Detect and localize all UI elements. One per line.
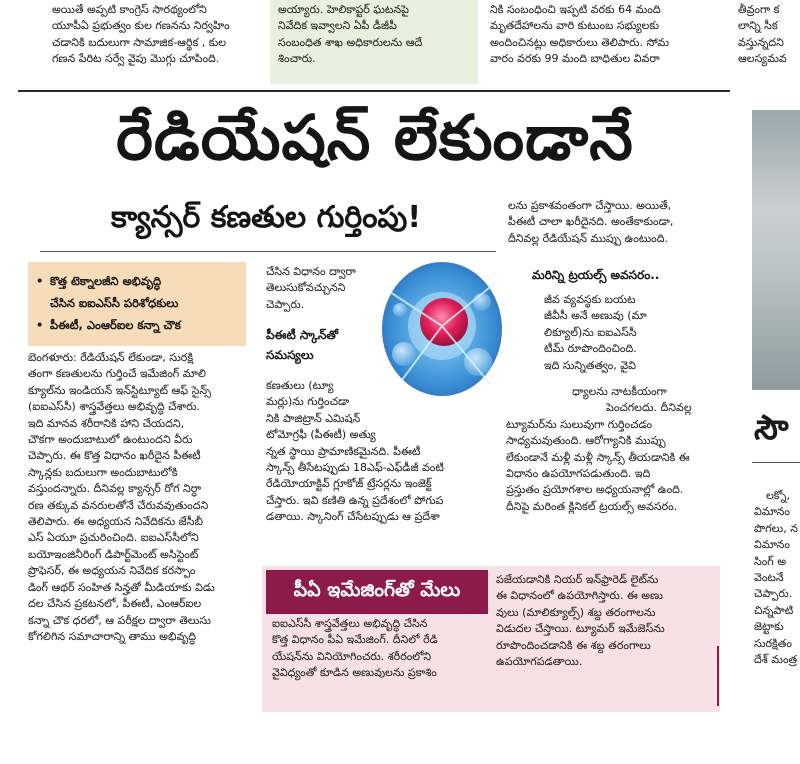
section-divider [18, 90, 730, 92]
text-line: దీనివల్ల రేడియేషన్ ముప్పు ఉంటుంది. [508, 231, 668, 245]
top-story-col-2 [270, 0, 478, 84]
text-line: నివేదిక ఇవ్వాలని ఏపీ డీజీపీ [278, 19, 397, 33]
subhead-divider [40, 251, 496, 252]
bullet-icon: • [36, 274, 44, 288]
highlight-text: చేసిన ఐఐఎస్‌సీ పరిశోధకులు [50, 296, 179, 310]
text-line: విమానం [754, 505, 790, 519]
text-line: చిన్నపాటి [754, 603, 794, 617]
text-line: చెప్పారు. [266, 297, 305, 311]
text-line: వస్తుందన్నారు. దీనివల్ల క్యాన్సర్ రోగ నిర్ధా [28, 482, 202, 496]
text-line: స్కాన్లకు బదులుగా అందుబాటులోకి [28, 465, 178, 479]
section-subheading: మరిన్ని ట్రయల్స్ అవసరం.. [532, 268, 660, 282]
text-line: ఈ విధానంలో ఉపయోగిస్తారు. ఈ అణు [496, 589, 663, 603]
text-line: పజేయడానికి నియర్ ఇన్‌ఫ్రారెడ్ లైట్‌ను [496, 573, 659, 586]
text-line: యూపీఏ ప్రభుత్వం కుల గణనను నిర్వహిం [52, 19, 230, 33]
text-line: టోమోగ్రఫీ (పీఈటీ) అత్యు [266, 428, 376, 442]
adjacent-divider [752, 462, 800, 463]
text-line: టీమ్ రూపొందించింది. [544, 342, 637, 356]
cancer-cell-illustration [382, 262, 502, 396]
text-line: చెప్పారు. ఈ కొత్త విధానం ఖరీదైన పీఈటీ [28, 449, 201, 463]
text-line: చేసిన విధానం ద్వారా [266, 265, 356, 278]
text-line: జీవ వ్యవస్థకు బయట [544, 293, 636, 306]
pa-imaging-text-right [496, 572, 710, 706]
text-line: నికి సంబంధించి ఇప్పటి వరకు 64 మంది [490, 3, 661, 16]
text-line: ఉపయోగపడతాయి. [496, 655, 583, 669]
text-line: విమానం [754, 538, 790, 552]
text-line: దీనిపై మరింత క్లినికల్ ట్రయల్స్ అవసరం. [506, 499, 678, 513]
box-accent-rule [717, 646, 719, 706]
text-line: వెంటనే [754, 571, 784, 585]
text-line: డతాయి. స్కానింగ్ చేసేటప్పుడు ఆ ప్రదేశా [266, 510, 440, 524]
text-line: బయోఇంజినీరింగ్ డిపార్ట్‌మెంట్ అసిస్టెంట్ [28, 547, 199, 561]
text-line: నికి పాజిట్రాన్ ఎమిషన్ [266, 411, 361, 425]
pa-imaging-title: పీఏ ఇమేజింగ్‌తో మేలు [266, 570, 488, 614]
article-subheadline: క్యాన్సర్ కణతుల గుర్తింపు! [110, 200, 422, 235]
text-line: ఇది సున్నితత్వం, వైవి [544, 358, 636, 372]
text-line: విడుదల చేస్తాయి. ట్యూమర్ ఇమేజెస్‌ను [496, 622, 665, 636]
text-line: లాన్ని సీక [738, 19, 778, 33]
text-line: తెలుసుకోవచ్చునని [266, 281, 346, 295]
top-story-col-1 [0, 0, 262, 84]
text-line: చెప్పారు. [754, 587, 793, 601]
text-line: వస్తున్నదని [738, 35, 784, 49]
article-body-col-3-cont [506, 384, 724, 548]
text-line: లిక్యూల్)ను ఐఐఎస్‌సీ [544, 325, 637, 339]
text-line: రేడియోయాక్టివ్ గ్లూకోజ్ ట్రేసర్లను ఇంజెక్ట్ [266, 477, 432, 491]
highlight-item [36, 270, 238, 292]
adjacent-article-heading: సౌ [754, 408, 789, 448]
article-body-col-1 [28, 350, 248, 746]
text-line: సురక్షితం [754, 636, 792, 650]
text-line: మృతదేహాలను వారి కుటుంబ సభ్యులకు [490, 19, 659, 33]
adjacent-article-photo [752, 110, 800, 390]
text-line: కొత్త విధానం పీఏ ఇమేజింగ్. దీనిలో రేడి [272, 633, 438, 647]
text-line: ఎస్ ఏయూ ప్రచురించింది. ఐఐఎస్‌సీలోని [28, 531, 199, 545]
text-line: ప్రొఫెసర్, ఈ అధ్యయన నివేదిక కరస్పాం [28, 564, 196, 578]
text-line: చౌకగా అందుబాటులో ఉంటుందని వీరు [28, 433, 193, 447]
text-line: వులు (మాలిక్యూల్స్) శబ్ద తరంగాలను [496, 605, 656, 619]
text-line: తెలిపారు. ఈ అధ్యయన నివేదికను జేసీబీ [28, 515, 203, 529]
text-line: మర్లు)ను గుర్తించడా [266, 395, 350, 409]
text-line: కణతులు (ట్యూ [266, 379, 334, 392]
text-line: యేషన్‌ను వినియోగించరు. శరీరంలోని [272, 649, 432, 663]
text-line: ఇది మానవ శరీరానికి హాని చేయదని, [28, 416, 185, 430]
article-headline: రేడియేషన్ లేకుండానే [116, 101, 634, 174]
text-line: అందించినట్లు అధికారులు తెలిపారు. సోమ [490, 35, 669, 49]
text-line: కన్నా చౌక ధరలో, ఆ పరీక్షల ద్వారా తెలుసు [28, 613, 211, 627]
cell-image-svg [382, 262, 502, 396]
text-line: ఐఐఎస్‌సీ శాస్త్రవేత్తలు అభివృద్ధి చేసిన [272, 617, 428, 630]
pa-imaging-box [262, 566, 720, 712]
adjacent-article-body [754, 488, 800, 738]
bullet-icon: • [36, 318, 44, 332]
highlight-item-cont [36, 292, 238, 314]
top-story-col-3 [484, 0, 724, 84]
text-line: అయ్యారు. హెలికాప్టర్ ఘటనపై [278, 3, 409, 16]
text-line: వారం వరకు 99 మంది బాధితుల వివరా [490, 52, 660, 66]
text-line: వైవిధ్యంతో కూడిన అణువులను ప్రకాశిం [272, 666, 437, 680]
text-line: బెంగళూరు: రేడియేషన్ లేకుండా, సురక్షి [28, 351, 194, 364]
text-line: దేశ్ మంత్ర [754, 653, 798, 667]
text-line: ధ్యాలను నాటకీయంగా [572, 385, 667, 398]
text-line: రణ తక్కువ వనరులతోనే చేరువవుతుందని [28, 498, 209, 512]
text-line: పొగలు, న [754, 521, 798, 535]
highlight-item [36, 314, 238, 336]
text-line: స్కాన్స్ తీసేటప్పుడు 18ఎఫ్-ఎఫ్‌డీజీ వంటి [266, 461, 444, 475]
text-line: చడానికి బదులుగా సామాజిక-ఆర్థిక , కుల [52, 35, 227, 49]
text-line: అయితే అప్పటి కాంగ్రెస్ సారథ్యంలోని [52, 3, 207, 16]
pa-imaging-text-left [272, 616, 486, 706]
text-line: జీవీసీ అనే అణువు (మా [544, 309, 647, 323]
text-line: లను ప్రకాశవంతంగా చేస్తాయి. అయితే, [508, 199, 672, 212]
subheading-line: సమస్యలు [266, 348, 314, 362]
text-line: తీవ్రంగా క [738, 3, 780, 16]
article-body-col-3 [506, 292, 724, 384]
text-line: ఆలస్యమవ [738, 52, 787, 66]
text-line: దల చేసిన ప్రకటనలో, పీఈటీ, ఎంఆర్ఐల [28, 597, 202, 611]
text-line: లక్నో, [766, 489, 790, 502]
article-continuation-top [504, 196, 726, 252]
text-line: సంబంధిత శాఖ అధికారులను ఆదే [278, 35, 423, 49]
text-line: డింగ్ ఆథర్ సంహిత సిన్హతో మీడియాకు విడు [28, 580, 215, 594]
article-body-col-2-top [266, 264, 384, 322]
section-subheading [266, 325, 386, 367]
text-line: విధానం ఉపయోగపడుతుంది. ఇది [506, 467, 651, 481]
text-line: గణన పేరిట సర్వే వైపు మొగ్గు చూపింది. [52, 52, 220, 66]
text-line: పెంచగలదు. దీనివల్ల [606, 401, 692, 415]
text-line: ప్రస్తుతం ప్రయోగశాల అధ్యయనాల్లో ఉంది. [506, 483, 684, 497]
highlight-text: కొత్త టెక్నాలజీని అభివృద్ధి [50, 274, 162, 288]
text-line: సింగ్ అ [754, 554, 787, 568]
text-line: క్యూల్‌ను ఇండియన్ ఇన్‌స్టిట్యూట్ ఆఫ్ సైన్స్ [28, 383, 211, 397]
text-line: చేస్తారు. ఇవి కణితి ఉన్న ప్రదేశంలో పోగుప [266, 493, 444, 507]
text-line: జెట్టాకు [754, 620, 784, 634]
text-line: పీఈటీ చాలా ఖరీదైనది. అంతేకాకుండా, [508, 215, 674, 229]
text-line: న్నత స్థాయి ప్రామాణికమైనది. పీఈటీ [266, 444, 421, 458]
text-line: (ఐఐఎస్‌సీ) శాస్త్రవేత్తలు అభివృద్ధి చేశారు. [28, 400, 201, 414]
highlights-box [28, 262, 246, 346]
text-line: లేకుండానే మళ్లీ మళ్లీ స్కాన్స్ తీయడానికి ఈ [506, 450, 690, 464]
text-line: ట్యూమర్‌ను సులువుగా గుర్తించడం [506, 417, 653, 431]
article-body-col-2 [266, 378, 492, 576]
text-line: సాధ్యమవుతుంది. ఆరోగ్యానికి ముప్పు [506, 434, 666, 448]
subheading-line: పీఈటీ స్కాన్‌తో [266, 328, 339, 342]
top-story-col-4 [732, 0, 800, 84]
text-line: రూపొందించడానికి ఈ శబ్ద తరంగాలు [496, 638, 651, 652]
text-line: కోగలిగిన సమాచారాన్ని తాము అభివృద్ధి [28, 629, 196, 643]
text-line: తంగా కణతులను గుర్తించే ఇమేజింగ్ మాలి [28, 367, 206, 381]
highlight-text: పీఈటీ, ఎంఆర్ఐల కన్నా చౌక [50, 318, 181, 332]
text-line: శించారు. [278, 52, 316, 66]
